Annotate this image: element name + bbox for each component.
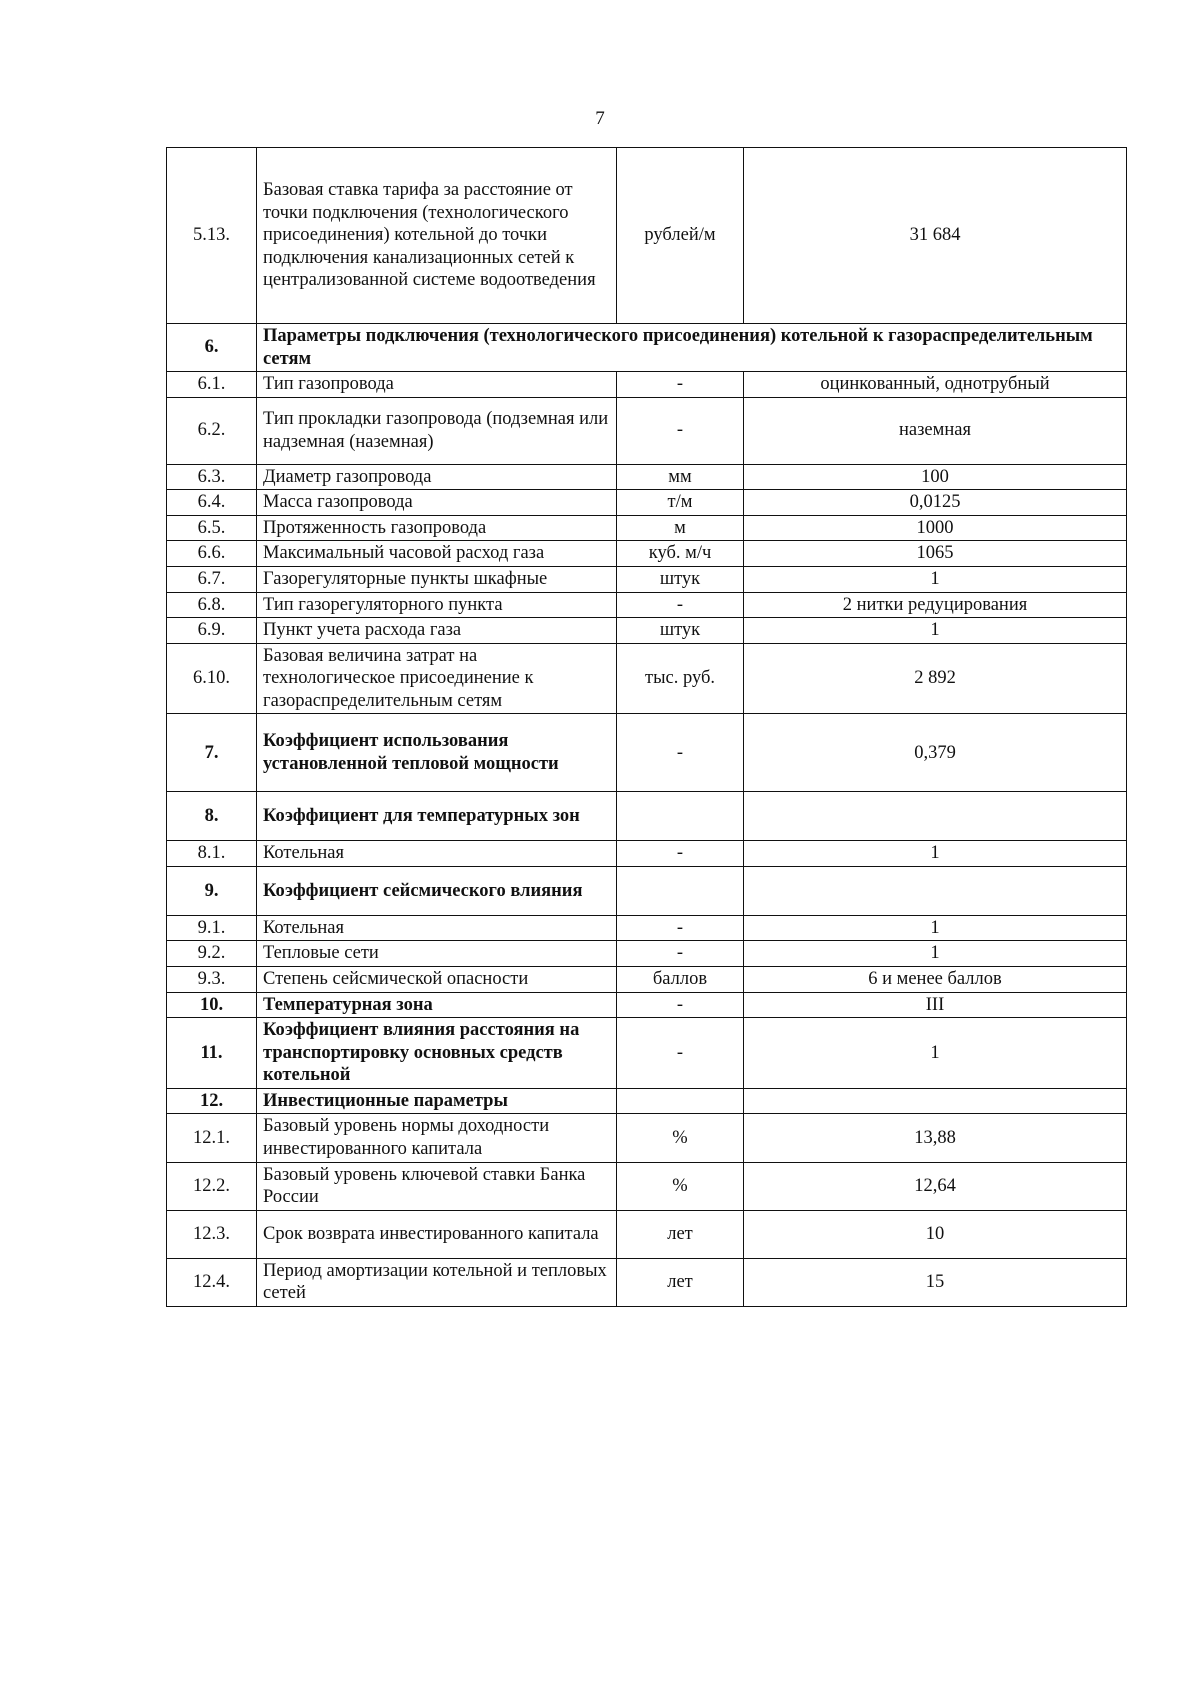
row-number: 8.1. — [167, 841, 257, 867]
value-cell — [744, 1088, 1127, 1114]
row-number: 11. — [167, 1018, 257, 1089]
value-cell — [744, 792, 1127, 841]
row-number: 6.9. — [167, 618, 257, 644]
value-cell: 1 — [744, 915, 1127, 941]
table-row — [167, 992, 1127, 1018]
parameter-name: Базовый уровень ключевой ставки Банка России — [257, 1162, 617, 1210]
row-number: 6.5. — [167, 515, 257, 541]
value-cell: 12,64 — [744, 1162, 1127, 1210]
table-row — [167, 941, 1127, 967]
value-cell: 0,0125 — [744, 490, 1127, 516]
table-row — [167, 1088, 1127, 1114]
value-cell: 1000 — [744, 515, 1127, 541]
parameter-name: Тип газопровода — [257, 372, 617, 398]
parameters-table — [166, 147, 1127, 1307]
parameter-name: Пункт учета расхода газа — [257, 618, 617, 644]
row-number: 8. — [167, 792, 257, 841]
parameter-name: Период амортизации котельной и тепловых сетей — [257, 1258, 617, 1306]
parameter-name: Масса газопровода — [257, 490, 617, 516]
parameter-name: Максимальный часовой расход газа — [257, 541, 617, 567]
parameter-name: Коэффициент сейсмического влияния — [257, 866, 617, 915]
parameter-name: Базовая величина затрат на технологическое присоединение к газораспределительным сетям — [257, 643, 617, 714]
row-number: 6.1. — [167, 372, 257, 398]
table-row — [167, 1162, 1127, 1210]
table-row — [167, 148, 1127, 324]
table-row — [167, 541, 1127, 567]
unit-cell: тыс. руб. — [617, 643, 744, 714]
value-cell: 13,88 — [744, 1114, 1127, 1162]
unit-cell: - — [617, 592, 744, 618]
parameter-name: Степень сейсмической опасности — [257, 967, 617, 993]
row-number: 6.7. — [167, 566, 257, 592]
table-row — [167, 792, 1127, 841]
table-row — [167, 592, 1127, 618]
parameter-name: Котельная — [257, 841, 617, 867]
value-cell: 1 — [744, 1018, 1127, 1089]
value-cell: 0,379 — [744, 714, 1127, 792]
parameter-name: Базовая ставка тарифа за расстояние от точки подключения (технологического присоединения) котельной до точки подключения канализационных сетей к централизованной системе водоотведения — [257, 148, 617, 324]
parameter-name: Температурная зона — [257, 992, 617, 1018]
page-number: 7 — [595, 108, 605, 129]
table-row — [167, 566, 1127, 592]
unit-cell: т/м — [617, 490, 744, 516]
value-cell: 2 нитки редуцирования — [744, 592, 1127, 618]
value-cell: 2 892 — [744, 643, 1127, 714]
row-number: 5.13. — [167, 148, 257, 324]
parameter-name: Протяженность газопровода — [257, 515, 617, 541]
unit-cell: мм — [617, 464, 744, 490]
parameter-name: Диаметр газопровода — [257, 464, 617, 490]
unit-cell: баллов — [617, 967, 744, 993]
table-row — [167, 464, 1127, 490]
value-cell: 1 — [744, 566, 1127, 592]
unit-cell — [617, 1088, 744, 1114]
row-number: 6.4. — [167, 490, 257, 516]
table-row — [167, 866, 1127, 915]
value-cell: 1 — [744, 941, 1127, 967]
parameter-name: Тип прокладки газопровода (подземная или надземная (наземная) — [257, 397, 617, 464]
parameter-name: Коэффициент использования установленной тепловой мощности — [257, 714, 617, 792]
value-cell: 15 — [744, 1258, 1127, 1306]
row-number: 12.4. — [167, 1258, 257, 1306]
unit-cell: - — [617, 841, 744, 867]
table-row — [167, 714, 1127, 792]
value-cell: 1 — [744, 618, 1127, 644]
parameters-table-body — [167, 148, 1127, 1307]
row-number: 6.2. — [167, 397, 257, 464]
row-number: 9.1. — [167, 915, 257, 941]
section-title: Параметры подключения (технологического присоединения) котельной к газораспределительным сетям — [257, 324, 1127, 372]
row-number: 6.8. — [167, 592, 257, 618]
table-row — [167, 841, 1127, 867]
table-row — [167, 324, 1127, 372]
row-number: 9. — [167, 866, 257, 915]
table-row — [167, 515, 1127, 541]
parameter-name: Котельная — [257, 915, 617, 941]
table-row — [167, 967, 1127, 993]
parameter-name: Тип газорегуляторного пункта — [257, 592, 617, 618]
unit-cell: % — [617, 1114, 744, 1162]
row-number: 7. — [167, 714, 257, 792]
parameter-name: Базовый уровень нормы доходности инвестированного капитала — [257, 1114, 617, 1162]
table-row — [167, 643, 1127, 714]
parameter-name: Инвестиционные параметры — [257, 1088, 617, 1114]
table-row — [167, 1114, 1127, 1162]
unit-cell: лет — [617, 1258, 744, 1306]
unit-cell: м — [617, 515, 744, 541]
unit-cell: - — [617, 992, 744, 1018]
unit-cell: штук — [617, 618, 744, 644]
row-number: 12.3. — [167, 1210, 257, 1258]
parameter-name: Газорегуляторные пункты шкафные — [257, 566, 617, 592]
value-cell: III — [744, 992, 1127, 1018]
table-row — [167, 372, 1127, 398]
unit-cell: куб. м/ч — [617, 541, 744, 567]
table-row — [167, 1258, 1127, 1306]
table-row — [167, 1018, 1127, 1089]
table-row — [167, 915, 1127, 941]
unit-cell: - — [617, 714, 744, 792]
unit-cell: - — [617, 397, 744, 464]
row-number: 10. — [167, 992, 257, 1018]
row-number: 6.6. — [167, 541, 257, 567]
value-cell: 6 и менее баллов — [744, 967, 1127, 993]
unit-cell: - — [617, 372, 744, 398]
table-row — [167, 397, 1127, 464]
value-cell: 1 — [744, 841, 1127, 867]
row-number: 6.10. — [167, 643, 257, 714]
unit-cell: % — [617, 1162, 744, 1210]
row-number: 6.3. — [167, 464, 257, 490]
row-number: 9.2. — [167, 941, 257, 967]
parameter-name: Коэффициент влияния расстояния на транспортировку основных средств котельной — [257, 1018, 617, 1089]
unit-cell: штук — [617, 566, 744, 592]
row-number: 6. — [167, 324, 257, 372]
row-number: 12.2. — [167, 1162, 257, 1210]
parameter-name: Тепловые сети — [257, 941, 617, 967]
unit-cell: - — [617, 915, 744, 941]
unit-cell — [617, 792, 744, 841]
value-cell: 31 684 — [744, 148, 1127, 324]
table-row — [167, 1210, 1127, 1258]
value-cell: 100 — [744, 464, 1127, 490]
unit-cell: - — [617, 941, 744, 967]
unit-cell: лет — [617, 1210, 744, 1258]
parameter-name: Срок возврата инвестированного капитала — [257, 1210, 617, 1258]
unit-cell — [617, 866, 744, 915]
unit-cell: - — [617, 1018, 744, 1089]
row-number: 12. — [167, 1088, 257, 1114]
value-cell: оцинкованный, однотрубный — [744, 372, 1127, 398]
row-number: 12.1. — [167, 1114, 257, 1162]
value-cell: 10 — [744, 1210, 1127, 1258]
table-row — [167, 618, 1127, 644]
value-cell: 1065 — [744, 541, 1127, 567]
unit-cell: рублей/м — [617, 148, 744, 324]
row-number: 9.3. — [167, 967, 257, 993]
value-cell — [744, 866, 1127, 915]
parameter-name: Коэффициент для температурных зон — [257, 792, 617, 841]
table-row — [167, 490, 1127, 516]
value-cell: наземная — [744, 397, 1127, 464]
